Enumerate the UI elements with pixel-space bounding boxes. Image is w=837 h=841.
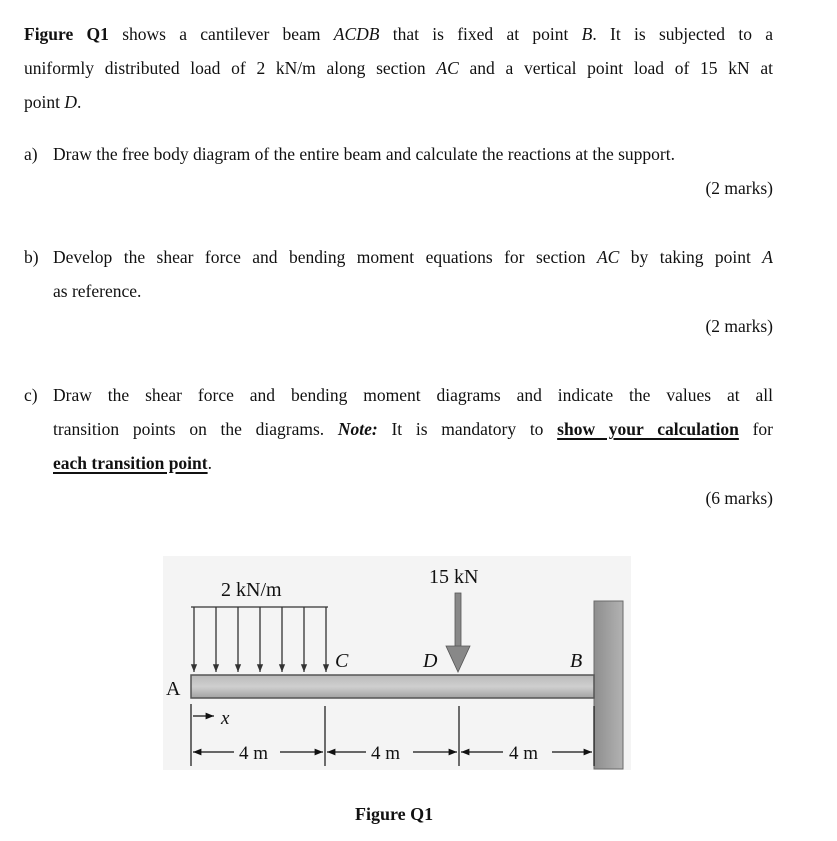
dimension-ac: 4 m: [239, 743, 269, 764]
question-line-1: Draw the shear force and bending moment diagrams and indicate the values at all: [53, 385, 773, 405]
intro-text: and a vertical point load of 15 kN at: [458, 58, 773, 78]
question-text: for: [738, 419, 773, 439]
section-name: AC: [596, 247, 620, 267]
question-text: transition points on the diagrams.: [53, 419, 338, 439]
marks-b: (2 marks): [705, 316, 773, 336]
question-text: Draw the free body diagram of the entire beam and calculate the reactions at the support.: [53, 144, 675, 164]
intro-text: uniformly distributed load of 2 kN/m along section: [24, 58, 437, 78]
marks-a: (2 marks): [705, 178, 773, 198]
intro-text: .: [77, 92, 82, 112]
figure-caption: Figure Q1: [355, 804, 434, 824]
figure-reference: Figure Q1: [24, 24, 109, 44]
fixed-support-wall: [594, 601, 623, 769]
point-load-label: 15 kN: [429, 566, 479, 588]
point-label-b: B: [570, 650, 583, 672]
question-label: b): [24, 247, 39, 267]
question-text: by taking point: [619, 247, 763, 267]
question-line-2: as reference.: [53, 281, 142, 301]
emphasis-underline: show your calculation: [557, 419, 739, 439]
intro-text: . It is subjected to a: [592, 24, 773, 44]
point-name: A: [762, 247, 773, 267]
question-label: c): [24, 385, 38, 405]
marks-c: (6 marks): [705, 488, 773, 508]
dimension-db: 4 m: [509, 743, 539, 764]
section-name: AC: [436, 58, 459, 78]
point-label-a: A: [166, 678, 181, 700]
intro-text: that is fixed at point: [379, 24, 582, 44]
beam: [191, 675, 594, 698]
point-label-c: C: [335, 650, 349, 672]
beam-name: ACDB: [333, 24, 380, 44]
question-text: It is mandatory to: [377, 419, 558, 439]
point-name: D: [64, 92, 77, 112]
point-name: B: [581, 24, 593, 44]
emphasis-underline: each transition point: [53, 453, 208, 473]
intro-text: shows a cantilever beam: [108, 24, 334, 44]
udl-label: 2 kN/m: [221, 579, 282, 601]
note-label: Note:: [337, 419, 378, 439]
question-text: .: [207, 453, 212, 473]
point-label-d: D: [423, 650, 438, 672]
dimension-cd: 4 m: [371, 743, 401, 764]
question-label: a): [24, 144, 38, 164]
question-text: Develop the shear force and bending moment equations for section: [53, 247, 597, 267]
intro-text: point: [24, 92, 65, 112]
x-label: x: [221, 708, 230, 729]
